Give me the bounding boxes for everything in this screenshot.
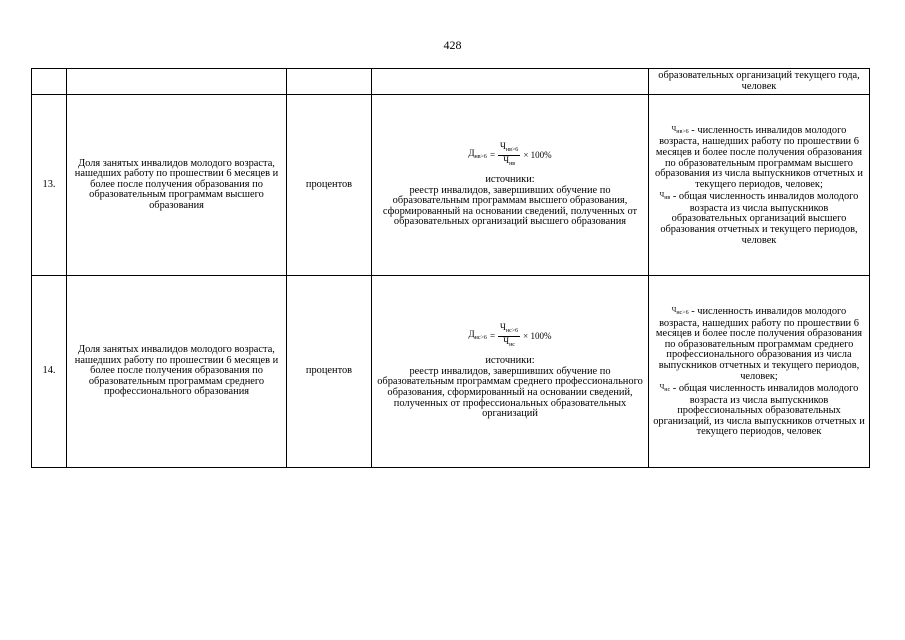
row-number: 14. [32,276,67,468]
definition-text: - численность инвалидов молодого возраста, нашедших работу по прошествии 6 месяцев и более после получения образования по образовательным программам среднего профессионального образования из числа выпускников отчетных и текущего периодов, человек; [655,305,863,382]
row-number: 13. [32,95,67,276]
table-row-14 [32,276,870,468]
definitions-cell: $Ч_{нв>6}$ - численность инвалидов молодого возраста, нашедших работу по прошествии 6 месяцев и более после получения образования по образовательным программам высшего образования из числа выпускников отчетных и текущего периодов, человек; $Ч_{нв}$ - общая численность инвалидов молодого возраста из числа выпускников образовательных организаций высшего образования отчетных и текущего периодов, человек [649,95,870,276]
sources-label: источники: [485,174,535,186]
definition-text: - общая численность инвалидов молодого возраста из числа выпускников образовательных организаций высшего образования отчетных и текущего периодов, человек [660,191,859,246]
unit-label: процентов [287,276,372,468]
unit-cell [287,69,372,95]
definition-text: - численность инвалидов молодого возраста, нашедших работу по прошествии 6 месяцев и более после получения образования по образовательным программам высшего образования из числа выпускников отчетных и текущего периодов, человек; [655,124,863,190]
indicator-name: Доля занятых инвалидов молодого возраста, нашедших работу по прошествии 6 месяцев и более после получения образования по образовательным программам среднего профессионального образования [67,276,287,468]
definitions-cell [649,69,870,95]
sources-text: реестр инвалидов, завершивших обучение по образовательным программам среднего профессионального образования, сформированный на основании сведений, полученных от профессиональных образовательных организаций [377,365,643,420]
sources-text: реестр инвалидов, завершивших обучение по образовательным программам высшего образования, сформированный на основании сведений, полученных от образовательных организаций высшего образования [382,184,638,228]
method-cell [372,95,649,276]
continuation-row [32,69,870,95]
method-cell [372,276,649,468]
table-row-13 [32,95,870,276]
formula-fraction: $\frac{Ч_{нв>6}}{Ч_{нв}}$ [500,141,519,168]
number-cell [32,69,67,95]
formula: $Д_{нс>6}$ = $\frac{Ч_{нс>6}}{Ч_{нс}}$ × 100% [468,322,552,349]
page-number: 428 [443,38,462,52]
sources-label: источники: [485,355,535,367]
formula-fraction: $\frac{Ч_{нс>6}}{Ч_{нс}}$ [500,322,519,349]
definitions-cell: $Ч_{нс>6}$ - численность инвалидов молодого возраста, нашедших работу по прошествии 6 месяцев и более после получения образования по образовательным программам среднего профессионального образования из числа выпускников отчетных и текущего периодов, человек; $Ч_{нс}$ - общая численность инвалидов молодого возраста из числа выпускников профессиональных образовательных организаций, из числа выпускников отчетных и текущего периодов, человек [649,276,870,468]
indicator-cell [67,69,287,95]
indicator-name: Доля занятых инвалидов молодого возраста, нашедших работу по прошествии 6 месяцев и более после получения образования по образовательным программам высшего образования [67,95,287,276]
method-cell [372,69,649,95]
unit-label: процентов [287,95,372,276]
formula: $Д_{нв>6}$ = $\frac{Ч_{нв>6}}{Ч_{нв}}$ × 100% [468,141,552,168]
definition-text: образовательных организаций текущего года, человек [658,69,860,92]
indicator-table [31,68,870,468]
definition-text: - общая численность инвалидов молодого возраста из числа выпускников профессиональных образовательных организаций, из числа выпускников отчетных и текущего периодов, человек [653,383,865,438]
